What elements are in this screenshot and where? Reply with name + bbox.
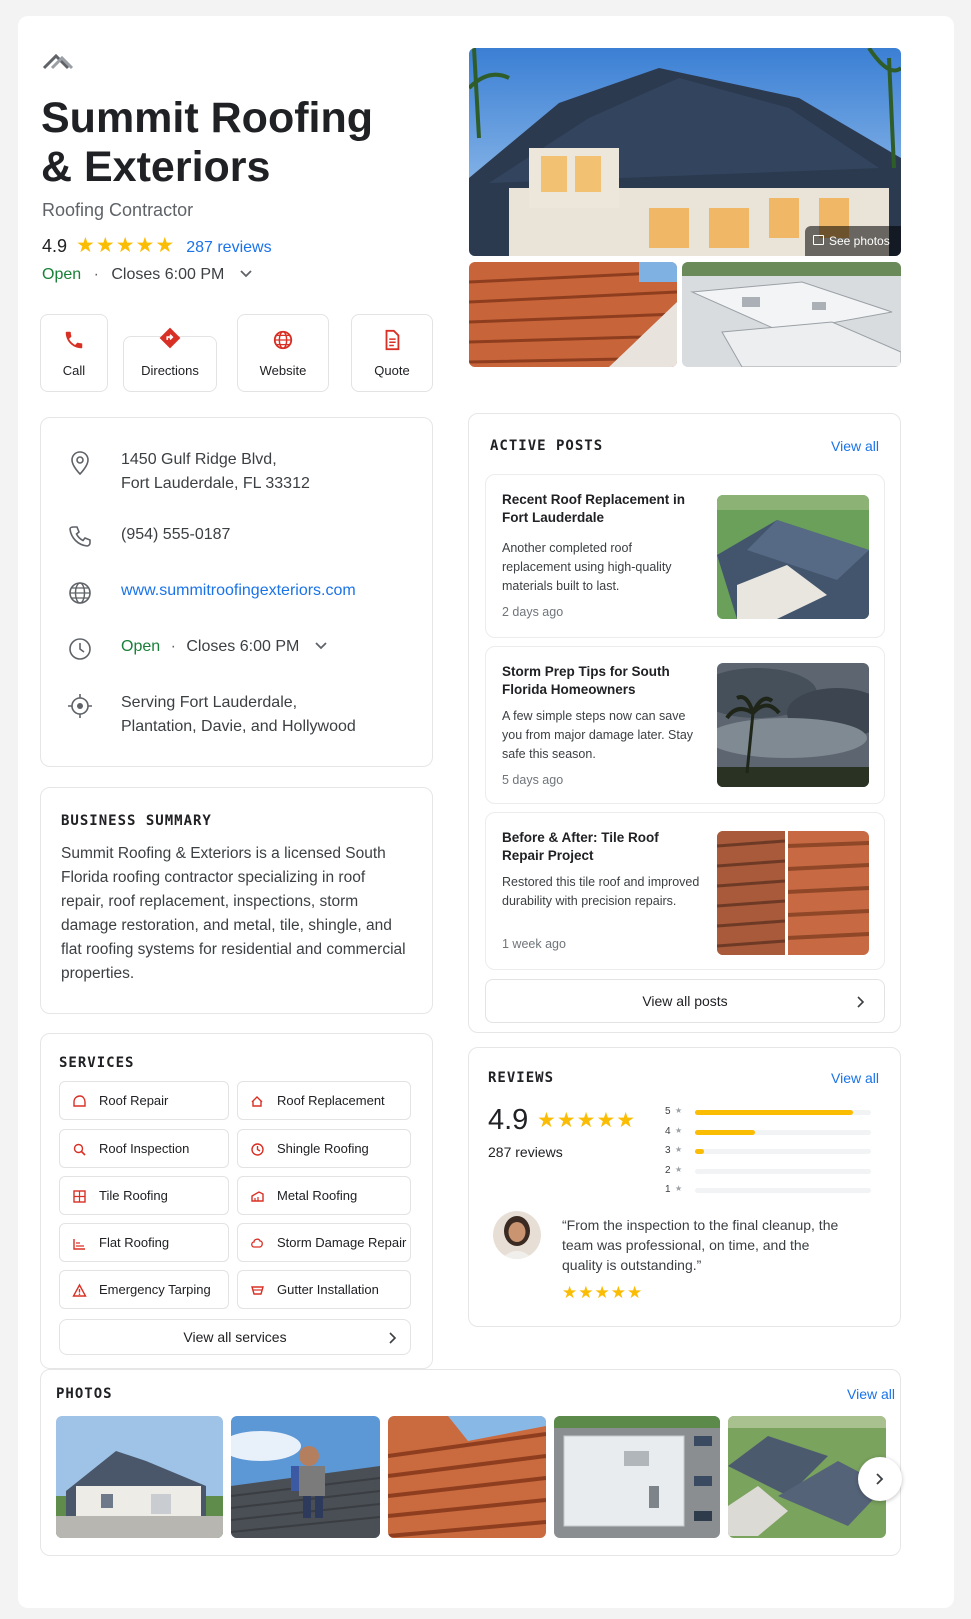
business-name-line1: Summit Roofing	[41, 94, 374, 142]
services-card	[40, 1033, 433, 1369]
reviews-link[interactable]: 287 reviews	[186, 239, 272, 256]
service-label: Flat Roofing	[99, 1235, 170, 1250]
roof-repair-icon	[72, 1094, 87, 1109]
review-count: 287 reviews	[488, 1144, 563, 1160]
website-label: Website	[259, 363, 307, 378]
phone-icon	[63, 329, 85, 351]
post-title: Storm Prep Tips for South Florida Homeowners	[502, 664, 670, 697]
review-quote: “From the inspection to the final cleanup, the team was professional, on time, and the quality is outstanding.”	[562, 1217, 839, 1273]
chevron-right-icon	[388, 1331, 398, 1345]
rating-bar-2	[665, 1165, 885, 1177]
service-label: Emergency Tarping	[99, 1282, 211, 1297]
service-chip-metal-roofing[interactable]	[237, 1176, 411, 1215]
services-title: SERVICES	[59, 1055, 135, 1071]
chevron-down-icon[interactable]	[314, 641, 328, 651]
service-chip-flat-roofing[interactable]	[59, 1223, 229, 1262]
address-line1: 1450 Gulf Ridge Blvd,	[121, 451, 277, 468]
star-icon: ★	[675, 1184, 683, 1193]
tile-roof-image	[469, 262, 677, 367]
service-label: Metal Roofing	[277, 1188, 358, 1203]
service-chip-roof-replacement[interactable]	[237, 1081, 411, 1120]
flat-roof-icon	[72, 1236, 87, 1251]
post-image	[717, 831, 869, 955]
open-status-info: Open	[121, 638, 161, 655]
rating-stars: ★★★★★	[76, 234, 176, 257]
star-icon: ★	[675, 1106, 683, 1115]
website-link[interactable]: www.summitroofingexteriors.com	[121, 582, 356, 599]
rating-bar-fill	[695, 1130, 755, 1135]
hours-text	[121, 635, 328, 659]
service-label: Gutter Installation	[277, 1282, 379, 1297]
active-posts-card	[468, 413, 901, 1033]
phone-outline-icon	[67, 523, 93, 549]
image-icon	[813, 235, 824, 245]
closing-time-info: Closes 6:00 PM	[186, 638, 300, 655]
see-photos-label: See photos	[829, 234, 890, 248]
directions-icon	[159, 327, 181, 349]
business-category: Roofing Contractor	[42, 200, 194, 220]
directions-button[interactable]	[123, 336, 217, 392]
post-image	[717, 495, 869, 619]
view-all-services-label: View all services	[183, 1329, 287, 1345]
rating-bar-5	[665, 1106, 885, 1118]
post-date: 5 days ago	[502, 773, 564, 787]
globe-outline-icon	[67, 580, 93, 606]
rating-bar-track	[695, 1169, 871, 1174]
flat-roof-image	[682, 262, 901, 367]
gallery-photo-1[interactable]	[56, 1416, 223, 1538]
rating-bar-3	[665, 1145, 885, 1157]
post-body: Another completed roof replacement using high-quality materials built to last.	[502, 541, 672, 593]
rating-bar-label: 1	[665, 1184, 671, 1195]
post-card-3[interactable]	[485, 812, 885, 970]
closing-time: Closes 6:00 PM	[111, 266, 225, 283]
logo-icon	[42, 52, 74, 70]
reviews-view-all-link[interactable]: View all	[831, 1070, 879, 1086]
summary-text: Summit Roofing & Exteriors is a licensed South Florida roofing contractor specializing in roof repair, roof replacement, inspections, storm damage restoration, and metal, tile, shingle, and flat roofing systems for residential and commercial properties.	[61, 845, 406, 982]
directions-label: Directions	[141, 363, 199, 378]
quote-label: Quote	[374, 363, 410, 378]
post-card-2[interactable]	[485, 646, 885, 804]
post-title: Recent Roof Replacement in Fort Lauderdale	[502, 492, 686, 525]
rating-bar-label: 3	[665, 1145, 671, 1156]
rating-value: 4.9	[42, 236, 68, 256]
chevron-right-icon	[875, 1472, 885, 1486]
website-button[interactable]	[237, 314, 329, 392]
star-icon: ★	[675, 1125, 683, 1135]
hero-photo[interactable]	[469, 48, 901, 256]
rating-bar-fill	[695, 1149, 704, 1154]
clock-icon	[67, 636, 93, 662]
rating-bar-4	[665, 1126, 885, 1138]
rating-bar-track	[695, 1149, 871, 1154]
chevron-right-icon	[856, 995, 866, 1009]
location-pin-icon	[67, 450, 93, 476]
service-label: Roof Repair	[99, 1093, 169, 1108]
post-card-1[interactable]	[485, 474, 885, 638]
globe-icon	[272, 329, 294, 351]
rating-bar-track	[695, 1188, 871, 1193]
summary-title: BUSINESS SUMMARY	[61, 813, 212, 829]
gallery-photo-4[interactable]	[554, 1416, 720, 1538]
business-name-line2: & Exteriors	[41, 143, 271, 191]
flat-roof-photo[interactable]	[682, 262, 901, 367]
address-text	[121, 448, 310, 496]
address-line2: Fort Lauderdale, FL 33312	[121, 475, 310, 492]
service-label: Tile Roofing	[99, 1188, 168, 1203]
service-area-line1: Serving Fort Lauderdale,	[121, 694, 298, 711]
posts-view-all-link[interactable]: View all	[831, 438, 879, 454]
post-image	[717, 663, 869, 787]
target-location-icon	[67, 693, 93, 719]
storm-icon	[250, 1236, 265, 1251]
star-icon: ★	[675, 1145, 683, 1154]
business-profile-page	[18, 16, 954, 1608]
post-title: Before & After: Tile Roof Repair Project	[502, 830, 659, 863]
star-icon: ★	[675, 1164, 683, 1174]
gallery-photo-2[interactable]	[231, 1416, 380, 1538]
hero-house-image	[469, 48, 901, 256]
rating-bar-track	[695, 1130, 871, 1135]
service-chip-tile-roofing[interactable]	[59, 1176, 229, 1215]
shingle-icon	[250, 1142, 265, 1157]
gallery-photo-3[interactable]	[388, 1416, 546, 1538]
see-photos-button[interactable]	[805, 226, 901, 256]
rating-bar-1	[665, 1184, 885, 1196]
reviews-card	[468, 1047, 901, 1327]
rating-bar-label: 5	[665, 1106, 671, 1117]
posts-title: ACTIVE POSTS	[490, 438, 604, 454]
business-summary-card	[40, 787, 433, 1014]
service-label: Storm Damage Repair	[277, 1235, 407, 1250]
warning-icon	[72, 1283, 87, 1298]
document-icon	[381, 329, 403, 351]
rating-bar-label: 4	[665, 1125, 671, 1137]
rating-distribution	[665, 1106, 885, 1196]
service-chip-storm-damage-repair[interactable]	[237, 1223, 411, 1262]
post-date: 1 week ago	[502, 937, 566, 951]
review-quote-stars: ★★★★★	[562, 1283, 644, 1302]
separator-dot-info: ·	[170, 638, 176, 655]
service-chip-emergency-tarping[interactable]	[59, 1270, 229, 1309]
service-area-text	[121, 691, 356, 739]
roof-replacement-icon	[250, 1094, 265, 1109]
review-rating-stars: ★★★★★	[537, 1109, 637, 1132]
gallery-next-button[interactable]	[858, 1457, 902, 1501]
view-all-posts-button[interactable]	[485, 979, 885, 1023]
metal-roof-icon	[250, 1189, 265, 1204]
gutter-icon	[250, 1283, 265, 1298]
review-rating-value: 4.9	[488, 1104, 529, 1136]
open-status: Open	[42, 266, 82, 283]
call-button[interactable]	[40, 314, 108, 392]
service-chip-gutter-installation[interactable]	[237, 1270, 411, 1309]
service-label: Roof Replacement	[277, 1093, 385, 1108]
chevron-down-icon[interactable]	[239, 269, 253, 279]
service-label: Shingle Roofing	[277, 1141, 369, 1156]
post-body: A few simple steps now can save you from major damage later. Stay safe this season.	[502, 709, 694, 761]
service-chip-roof-repair[interactable]	[59, 1081, 229, 1120]
tile-roof-photo[interactable]	[469, 262, 677, 367]
view-all-services-button[interactable]	[59, 1319, 411, 1355]
phone-text: (954) 555-0187	[121, 526, 231, 543]
separator-dot: ·	[93, 266, 99, 283]
service-label: Roof Inspection	[99, 1141, 190, 1156]
photos-view-all-link[interactable]: View all	[847, 1386, 895, 1402]
rating-bar-fill	[695, 1110, 853, 1115]
reviewer-avatar	[493, 1211, 541, 1259]
rating-bar-label: 2	[665, 1164, 671, 1176]
info-card	[40, 417, 433, 767]
photos-title: PHOTOS	[56, 1386, 113, 1402]
service-chip-roof-inspection[interactable]	[59, 1129, 229, 1168]
tile-icon	[72, 1189, 87, 1204]
business-name	[41, 94, 373, 192]
rating-bar-track	[695, 1110, 871, 1115]
service-chip-shingle-roofing[interactable]	[237, 1129, 411, 1168]
reviews-title: REVIEWS	[488, 1070, 555, 1086]
service-area-line2: Plantation, Davie, and Hollywood	[121, 718, 356, 735]
view-all-posts-label: View all posts	[642, 993, 728, 1009]
post-date: 2 days ago	[502, 605, 564, 619]
hours-row[interactable]	[42, 266, 253, 284]
photos-card	[40, 1369, 901, 1556]
call-label: Call	[62, 363, 86, 378]
rating-row	[42, 233, 272, 258]
quote-button[interactable]	[351, 314, 433, 392]
inspection-icon	[72, 1142, 87, 1157]
post-body: Restored this tile roof and improved durability with precision repairs.	[502, 875, 700, 908]
